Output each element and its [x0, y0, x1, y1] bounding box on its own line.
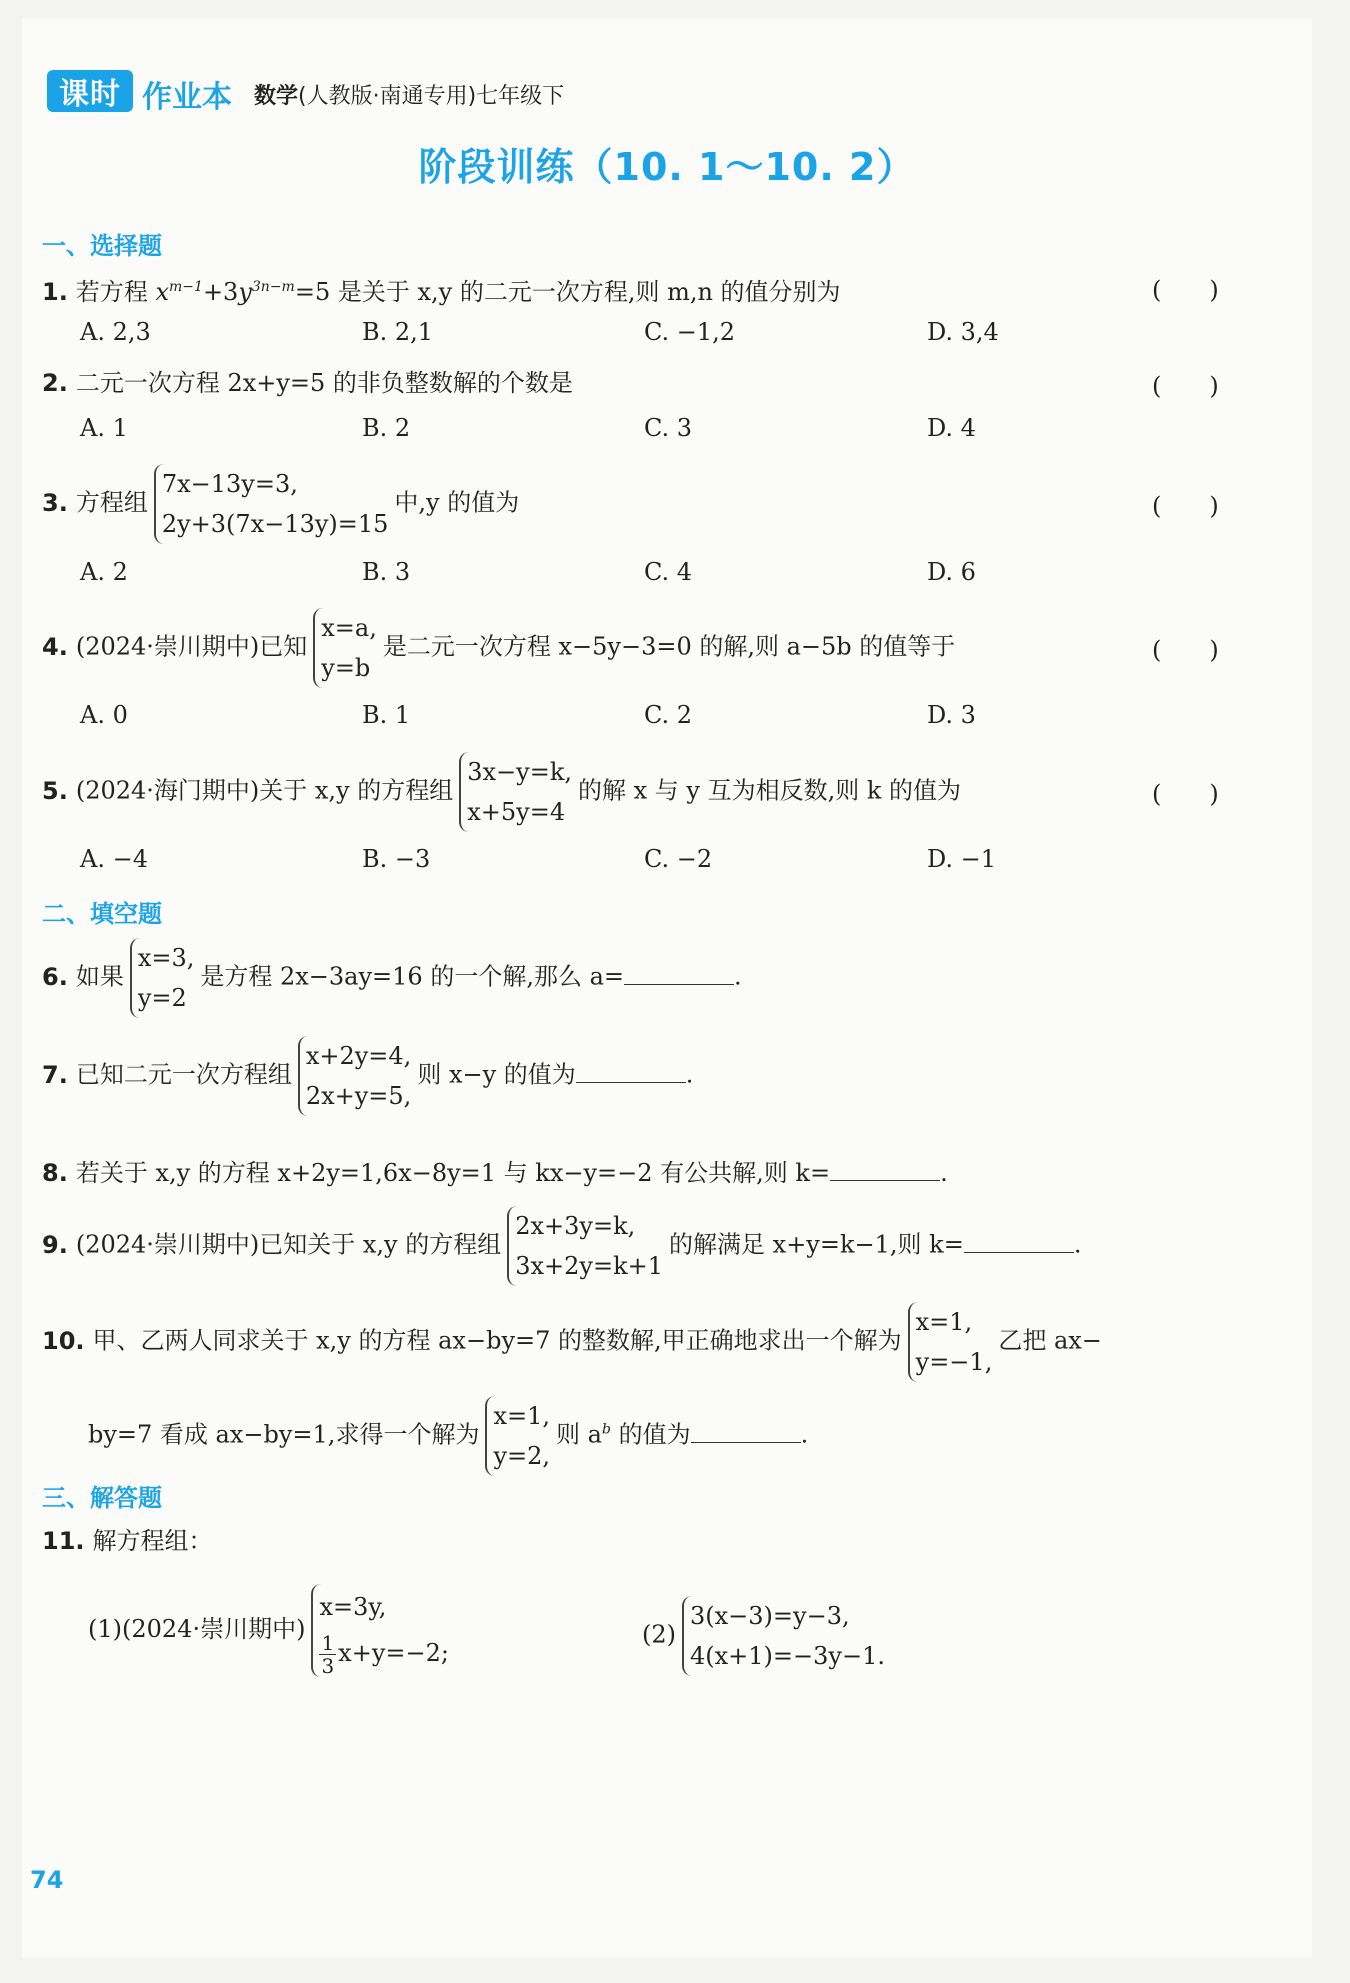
- question-10: [42, 1302, 1102, 1382]
- system-line-2: y=b: [321, 654, 371, 682]
- q1-text-c: =5 是关于 x,y 的二元一次方程,则 m,n 的值分别为: [294, 278, 841, 306]
- option-a: A. −4: [80, 845, 148, 873]
- q7-end: .: [685, 1060, 694, 1089]
- equation-system: [459, 752, 572, 832]
- answer-paren: ( ): [1152, 492, 1219, 520]
- part-label: (1)(2024·崇川期中): [88, 1615, 306, 1643]
- equation-system: [130, 938, 195, 1018]
- system-line-1: 7x−13y=3,: [161, 470, 298, 498]
- answer-paren: ( ): [1152, 636, 1219, 664]
- option-b: B. −3: [362, 845, 431, 873]
- option-b: B. 3: [362, 558, 411, 586]
- question-number: 5.: [42, 776, 68, 805]
- fraction-denominator: 3: [321, 1654, 335, 1678]
- page-title: 阶段训练（10. 1～10. 2）: [418, 145, 916, 189]
- question-number: 7.: [42, 1060, 68, 1089]
- fraction: [319, 1632, 336, 1677]
- system-line-2: 2x+y=5,: [305, 1082, 412, 1110]
- logo-text: 作业本: [142, 80, 232, 115]
- q1-text-a: 若方程: [75, 278, 156, 306]
- logo-box-text: 课时: [59, 77, 121, 112]
- q5-post: 的解 x 与 y 互为相反数,则 k 的值为: [578, 776, 962, 805]
- section-heading-fill: 二、填空题: [42, 900, 162, 928]
- book-logo: [47, 70, 133, 112]
- q10-end: .: [800, 1420, 809, 1449]
- option-d: D. 3,4: [927, 318, 999, 346]
- equation-system: [154, 464, 389, 544]
- answer-blank[interactable]: [691, 1418, 801, 1443]
- q10-line2-post: 则 a: [556, 1420, 602, 1449]
- option-a: A. 2: [80, 558, 128, 586]
- equation-system: [311, 1584, 449, 1677]
- q1-var-y: y: [238, 278, 252, 306]
- question-4: [42, 608, 955, 688]
- section-heading-choice: 一、选择题: [42, 232, 162, 260]
- q1-exp-1: m−1: [169, 279, 203, 295]
- system-line-2: y=2,: [493, 1442, 551, 1470]
- system-line-2: 2y+3(7x−13y)=15: [161, 510, 389, 538]
- system-line-1: x=1,: [493, 1402, 550, 1430]
- question-10-continued: [88, 1396, 808, 1476]
- question-11: [42, 1524, 213, 1558]
- answer-paren: ( ): [1152, 780, 1219, 808]
- q5-pre: (2024·海门期中)关于 x,y 的方程组: [75, 776, 454, 805]
- part-label: (2): [642, 1620, 676, 1649]
- q2-text: 二元一次方程 2x+y=5 的非负整数解的个数是: [75, 369, 573, 397]
- q10-exponent: b: [601, 1421, 611, 1438]
- q9-post: 的解满足 x+y=k−1,则 k=: [669, 1230, 964, 1259]
- system-line-1: x=1,: [915, 1308, 973, 1336]
- q4-post: 是二元一次方程 x−5y−3=0 的解,则 a−5b 的值等于: [382, 632, 956, 661]
- option-d: D. 4: [927, 414, 976, 442]
- equation-system: [298, 1036, 411, 1116]
- fraction-numerator: 1: [321, 1631, 335, 1655]
- q8-end: .: [940, 1159, 948, 1187]
- system-line-1: x+2y=4,: [305, 1042, 412, 1070]
- question-number: 2.: [42, 369, 68, 397]
- option-a: A. 1: [80, 414, 128, 442]
- q9-end: .: [1073, 1230, 1082, 1259]
- question-number: 1.: [42, 278, 68, 306]
- equation-system: [313, 608, 377, 688]
- option-c: C. 3: [644, 414, 693, 442]
- question-8: [42, 1156, 948, 1190]
- option-b: B. 2: [362, 414, 411, 442]
- question-11-part-1: [88, 1584, 455, 1677]
- question-3: [42, 464, 519, 544]
- question-2: [42, 366, 573, 400]
- q3-pre: 方程组: [75, 488, 148, 517]
- question-9: [42, 1206, 1081, 1286]
- system-line-1: 3(x−3)=y−3,: [690, 1602, 850, 1630]
- equation-system: [908, 1302, 993, 1382]
- equation-system: [507, 1206, 663, 1286]
- equation-system: [485, 1396, 550, 1476]
- q9-pre: (2024·崇川期中)已知关于 x,y 的方程组: [75, 1230, 502, 1259]
- q10-pre: 甲、乙两人同求关于 x,y 的方程 ax−by=7 的整数解,甲正确地求出一个解为: [92, 1326, 902, 1355]
- option-b: B. 2,1: [362, 318, 434, 346]
- option-d: D. −1: [927, 845, 997, 873]
- answer-paren: ( ): [1152, 276, 1219, 304]
- question-number: 8.: [42, 1159, 68, 1187]
- question-1: [42, 270, 841, 309]
- question-number: 4.: [42, 632, 68, 661]
- system-line-2: 4(x+1)=−3y−1.: [690, 1642, 885, 1670]
- option-b: B. 1: [362, 701, 411, 729]
- q6-post: 是方程 2x−3ay=16 的一个解,那么 a=: [200, 962, 625, 991]
- answer-blank[interactable]: [964, 1228, 1074, 1253]
- option-a: A. 2,3: [80, 318, 151, 346]
- question-number: 11.: [42, 1527, 85, 1555]
- q10-line2-pre: by=7 看成 ax−by=1,求得一个解为: [88, 1420, 480, 1449]
- system-line-1: 2x+3y=k,: [515, 1212, 636, 1240]
- q6-pre: 如果: [75, 962, 124, 991]
- system-line-2: x+5y=4: [467, 798, 566, 826]
- q11-text: 解方程组：: [92, 1527, 213, 1555]
- question-number: 6.: [42, 962, 68, 991]
- question-number: 9.: [42, 1230, 68, 1259]
- option-c: C. −2: [644, 845, 713, 873]
- answer-blank[interactable]: [624, 960, 734, 985]
- q10-post: 乙把 ax−: [998, 1326, 1102, 1355]
- q1-text-b: +3: [202, 278, 239, 306]
- page-number: 74: [30, 1866, 64, 1894]
- system-line-1: 3x−y=k,: [467, 758, 573, 786]
- option-d: D. 6: [927, 558, 976, 586]
- option-c: C. 2: [644, 701, 693, 729]
- system-line-1: x=3y,: [319, 1593, 387, 1621]
- question-number: 3.: [42, 488, 68, 517]
- question-6: [42, 938, 742, 1018]
- q10-line2-post2: 的值为: [610, 1420, 691, 1449]
- answer-paren: ( ): [1152, 372, 1219, 400]
- system-line-2-text: x+y=−2;: [338, 1639, 449, 1667]
- system-line-2: y=−1,: [915, 1348, 993, 1376]
- q3-post: 中,y 的值为: [394, 488, 520, 517]
- answer-blank[interactable]: [830, 1156, 940, 1181]
- q7-post: 则 x−y 的值为: [417, 1060, 576, 1089]
- question-number: 10.: [42, 1326, 85, 1355]
- worksheet-page: [22, 18, 1312, 1958]
- question-11-part-2: [642, 1596, 891, 1676]
- system-line-2: 3x+2y=k+1: [515, 1252, 664, 1280]
- q7-pre: 已知二元一次方程组: [75, 1060, 292, 1089]
- system-line-1: x=3,: [137, 944, 195, 972]
- q4-pre: (2024·崇川期中)已知: [75, 632, 308, 661]
- book-subtitle: [254, 79, 564, 110]
- option-a: A. 0: [80, 701, 128, 729]
- q6-end: .: [734, 962, 742, 991]
- q8-text: 若关于 x,y 的方程 x+2y=1,6x−8y=1 与 kx−y=−2 有公共解,则 k=: [75, 1159, 831, 1187]
- question-5: [42, 752, 961, 832]
- option-c: C. −1,2: [644, 318, 736, 346]
- option-c: C. 4: [644, 558, 693, 586]
- system-line-2: [319, 1630, 449, 1677]
- section-heading-solve: 三、解答题: [42, 1484, 162, 1512]
- system-line-1: x=a,: [321, 614, 377, 642]
- q1-exp-2: 3n−m: [251, 279, 295, 295]
- equation-system: [682, 1596, 885, 1676]
- answer-blank[interactable]: [576, 1058, 686, 1083]
- q1-var-x: x: [155, 278, 170, 306]
- system-line-2: y=2: [137, 984, 187, 1012]
- question-7: [42, 1036, 693, 1116]
- edition-label: (人教版·南通专用)七年级下: [298, 84, 565, 109]
- option-d: D. 3: [927, 701, 976, 729]
- subject-label: 数学: [254, 84, 299, 109]
